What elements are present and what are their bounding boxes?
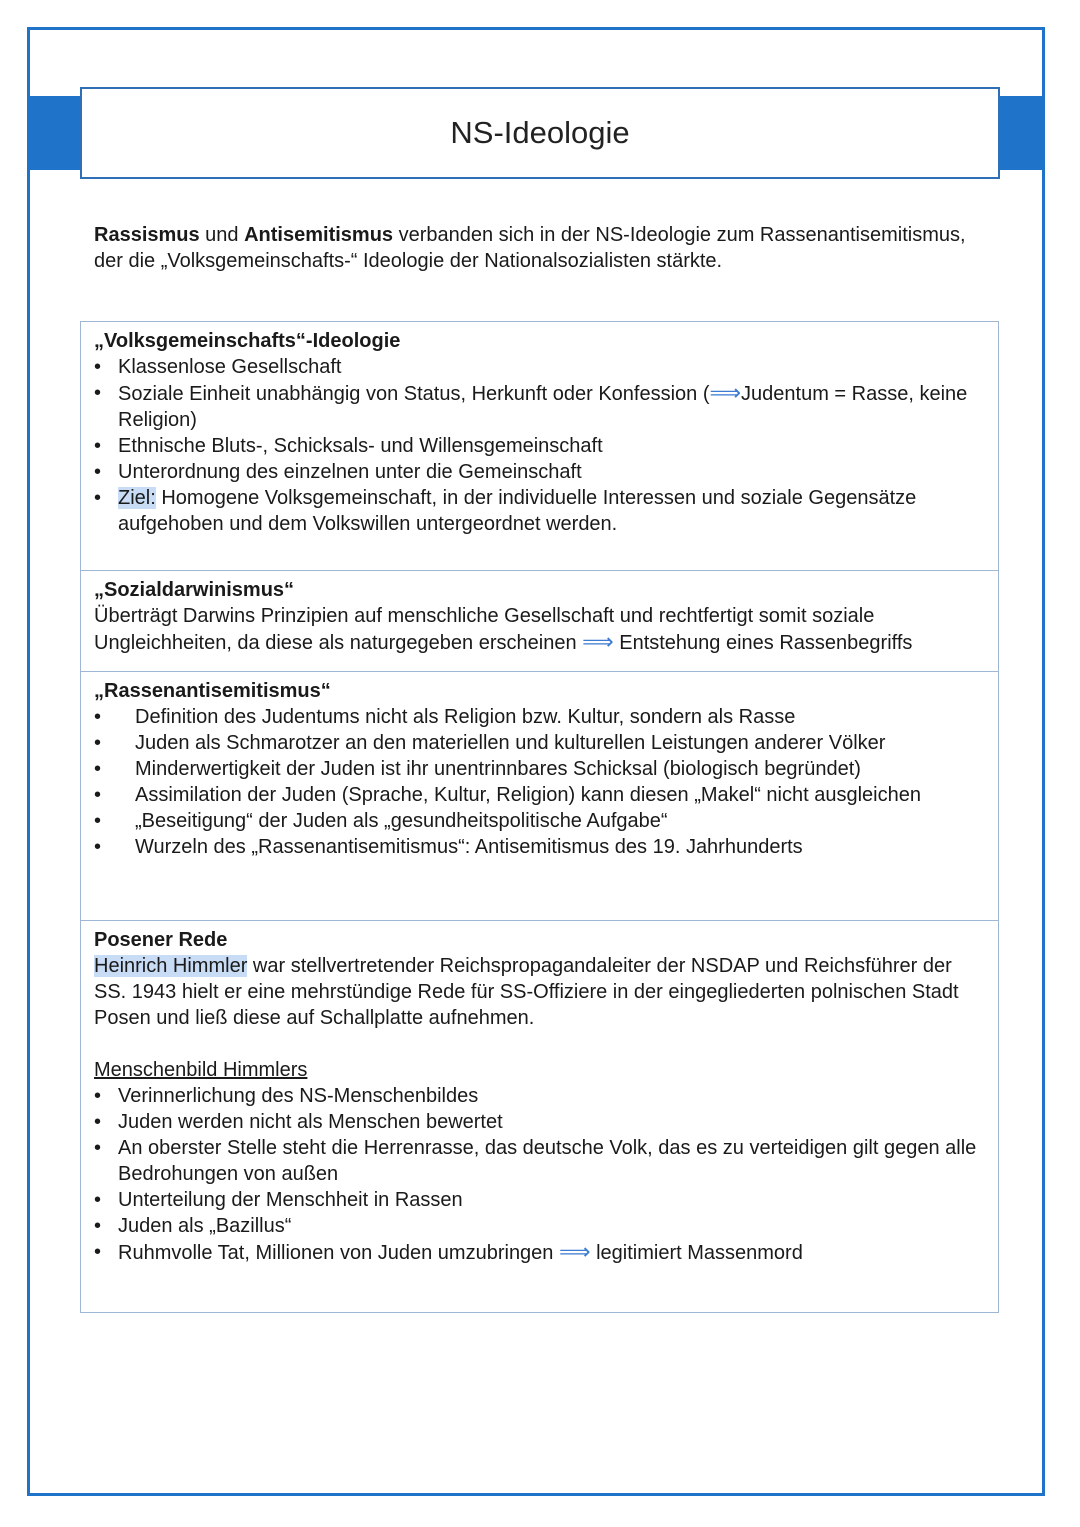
intro-paragraph (94, 222, 974, 274)
paragraph-text: Überträgt Darwins Prinzipien auf menschliche Gesellschaft und rechtfertigt somit soziale Ungleichheiten, da diese als naturgegeben erscheinen (94, 605, 875, 654)
section-heading: „Sozialdarwinismus“ (94, 579, 295, 601)
highlighted-name: Heinrich Himmler (94, 955, 248, 977)
list-item: • Ethnische Bluts-, Schicksals- und Willensgemeinschaft (94, 433, 985, 459)
bullet-list (94, 704, 985, 860)
section-heading: Posener Rede (94, 929, 228, 951)
section-text (94, 953, 985, 1031)
list-item: • Assimilation der Juden (Sprache, Kultur, Religion) kann diesen „Makel“ nicht ausgleichen (94, 782, 985, 808)
list-item: • Wurzeln des „Rassenantisemitismus“: Antisemitismus des 19. Jahrhunderts (94, 834, 985, 860)
arrow-right-icon: ⟹ (582, 629, 614, 654)
section-sozialdarwinismus (80, 570, 999, 672)
intro-bold-rassismus: Rassismus (94, 224, 200, 246)
intro-text-1: und (199, 224, 245, 246)
list-item: • Klassenlose Gesellschaft (94, 354, 985, 380)
list-item-text: legitimiert Massenmord (590, 1242, 803, 1264)
section-heading: „Volksgemeinschafts“-Ideologie (94, 330, 401, 352)
section-text (94, 603, 985, 656)
list-item: • Definition des Judentums nicht als Religion bzw. Kultur, sondern als Rasse (94, 704, 985, 730)
list-item (94, 485, 985, 537)
intro-text-2: verbanden sich in der NS-Ideologie zum Rassenantisemitismus, der die „Volksgemeinschafts-“ Ideologie der Nationalsozialisten stärkte. (94, 224, 966, 272)
highlighted-label: Ziel: (118, 487, 156, 509)
list-item-text: Ruhmvolle Tat, Millionen von Juden umzubringen (118, 1242, 559, 1264)
list-item (94, 1239, 985, 1266)
intro-bold-antisemitismus: Antisemitismus (244, 224, 394, 246)
section-heading: „Rassenantisemitismus“ (94, 680, 331, 702)
section-volksgemeinschaft (80, 321, 999, 571)
section-rassenantisemitismus (80, 671, 999, 921)
bullet-list (94, 1083, 985, 1266)
paragraph-text: Entstehung eines Rassenbegriffs (613, 632, 913, 654)
list-item: • Unterordnung des einzelnen unter die Gemeinschaft (94, 459, 985, 485)
arrow-right-icon: ⟹ (709, 380, 742, 405)
list-item: • Unterteilung der Menschheit in Rassen (94, 1187, 985, 1213)
list-item: • Juden werden nicht als Menschen bewertet (94, 1109, 985, 1135)
list-item: • Juden als „Bazillus“ (94, 1213, 985, 1239)
paragraph-text: war stellvertretender Reichspropagandaleiter der NSDAP und Reichsführer der SS. 1943 hielt er eine mehrstündige Rede für SS-Offiziere in der eingegliederten polnischen Stadt Posen und ließ diese auf Schallplatte aufnehmen. (94, 955, 959, 1029)
list-item: • Minderwertigkeit der Juden ist ihr unentrinnbares Schicksal (biologisch begründet) (94, 756, 985, 782)
bullet-list (94, 354, 985, 537)
arrow-right-icon: ⟹ (559, 1239, 591, 1264)
header-band-left (30, 96, 82, 170)
list-item: • „Beseitigung“ der Juden als „gesundheitspolitische Aufgabe“ (94, 808, 985, 834)
list-item: • An oberster Stelle steht die Herrenrasse, das deutsche Volk, das es zu verteidigen gilt gegen alle Bedrohungen von außen (94, 1135, 985, 1187)
spacer (94, 1031, 985, 1057)
header-band-right (998, 96, 1045, 170)
list-item-text: Judentum = Rasse, keine Religion) (118, 383, 968, 431)
subheading: Menschenbild Himmlers (94, 1059, 308, 1081)
section-posener-rede (80, 920, 999, 1313)
title-box (80, 87, 1000, 179)
list-item: • Juden als Schmarotzer an den materiellen und kulturellen Leistungen anderer Völker (94, 730, 985, 756)
list-item: • Verinnerlichung des NS-Menschenbildes (94, 1083, 985, 1109)
list-item-text: Homogene Volksgemeinschaft, in der individuelle Interessen und soziale Gegensätze aufgehoben und dem Volkswillen untergeordnet werden. (118, 487, 917, 535)
list-item (94, 380, 985, 433)
list-item-text: Soziale Einheit unabhängig von Status, Herkunft oder Konfession ( (118, 383, 710, 405)
page-title: NS-Ideologie (450, 115, 630, 150)
